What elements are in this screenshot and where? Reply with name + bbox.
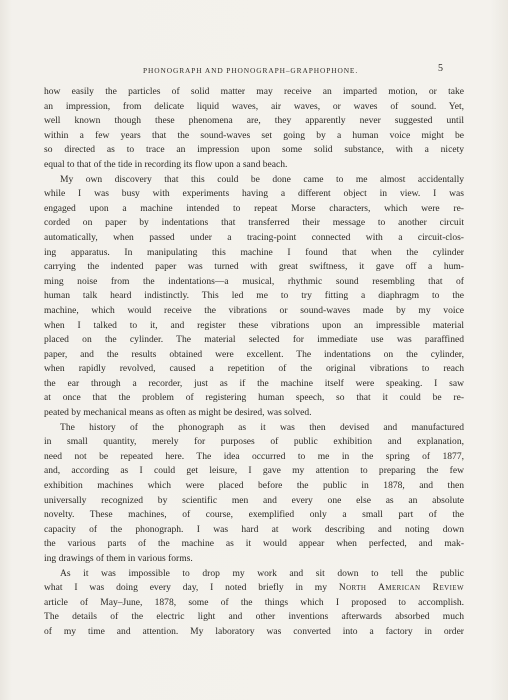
- text-line: how easily the particles of solid matter may receive an imparted motion, or take: [44, 86, 464, 97]
- paragraph-1: [44, 85, 464, 173]
- running-title: PHONOGRAPH AND PHONOGRAPH–GRAPHOPHONE.: [143, 66, 359, 75]
- text-line: well known though these phenomena are, they apparently never suggested until: [44, 115, 464, 127]
- body-text: [44, 85, 464, 640]
- text-line: placed on the cylinder. The material selected for immediate use was paraffined: [44, 334, 464, 346]
- text-line: engaged upon a machine intended to repeat Morse characters, which were re-: [44, 202, 464, 214]
- text-line: [44, 581, 464, 596]
- text-line: when I talked to it, and register these vibrations upon an impressible material: [44, 319, 464, 331]
- text-line: ming noise from the indentations—a musical, rhythmic sound resembling that of: [44, 275, 464, 287]
- page-number: 5: [438, 63, 443, 74]
- text-line: peated by mechanical means as often as might be desired, was solved.: [44, 407, 312, 419]
- text-line: need not be repeated here. The idea occurred to me in the spring of 1877,: [44, 450, 464, 462]
- text-line: The details of the electric light and other inventions afterwards absorbed much: [44, 611, 464, 623]
- paragraph-2: [44, 173, 464, 421]
- text-line: corded on paper by indentations that transferred their message to another circuit: [44, 217, 464, 229]
- journal-title: North American Review: [338, 582, 464, 594]
- text-line: in small quantity, merely for purposes of public exhibition and explanation,: [44, 436, 464, 448]
- text-line: ing apparatus. In manipulating this machine I found that when the cylinder: [44, 246, 464, 258]
- text-line: when rapidly revolved, caused a repetition of the original vibrations to reach: [44, 363, 464, 375]
- text-line: capacity of the phonograph. I was hard at work describing and noting down: [44, 523, 464, 535]
- text-line: ing drawings of them in various forms.: [44, 553, 193, 564]
- text-segment: what I was doing every day, I noted briefly in my: [44, 582, 339, 594]
- text-line: novelty. These machines, of course, exemplified only a small part of the: [44, 509, 464, 521]
- text-line: the various parts of the machine as it would appear when perfected, and mak-: [44, 538, 464, 550]
- paragraph-4: [44, 567, 464, 640]
- text-line: exhibition machines which were placed before the public in 1878, and then: [44, 480, 464, 492]
- paragraph-3: [44, 421, 464, 567]
- text-line: As it was impossible to drop my work and sit down to tell the public: [60, 567, 464, 579]
- text-line: universally recognized by scientific men and every one else as an absolute: [44, 494, 464, 506]
- text-line: while I was busy with experiments having a different object in view. I was: [44, 188, 464, 200]
- text-line: and, according as I could get leisure, I gave my attention to preparing the few: [44, 465, 464, 477]
- text-line: The history of the phonograph as it was then devised and manufactured: [60, 421, 464, 433]
- text-line: My own discovery that this could be done came to me almost accidentally: [60, 173, 464, 185]
- text-line: of my time and attention. My laboratory was converted into a factory in order: [44, 625, 464, 637]
- text-line: the ear through a recorder, just as if the machine itself were speaking. I saw: [44, 377, 464, 389]
- text-line: equal to that of the tide in recording its flow upon a sand beach.: [44, 158, 288, 170]
- text-line: an impression, from delicate liquid waves, air waves, or waves of sound. Yet,: [44, 100, 464, 112]
- text-line: article of May–June, 1878, some of the things which I proposed to accomplish.: [44, 596, 464, 608]
- text-line: so directed as to trace an impression upon some solid substance, with a nicety: [44, 144, 464, 156]
- text-line: human talk heard indistinctly. This led me to try fitting a diaphragm to the: [44, 290, 464, 302]
- text-line: at once that the problem of registering human speech, so that it could be re-: [44, 392, 464, 404]
- text-line: carrying the indented paper was turned with great swiftness, it gave off a hum-: [44, 261, 464, 273]
- text-line: automatically, when passed under a tracing-point connected with a circuit-clos-: [44, 231, 464, 243]
- text-line: within a few years that the sound-waves set going by a human voice might be: [44, 129, 464, 141]
- text-line: paper, and the results obtained were excellent. The indentations on the cylinder,: [44, 348, 464, 360]
- text-line: machine, which would receive the vibrations or sound-waves made by my voice: [44, 304, 464, 316]
